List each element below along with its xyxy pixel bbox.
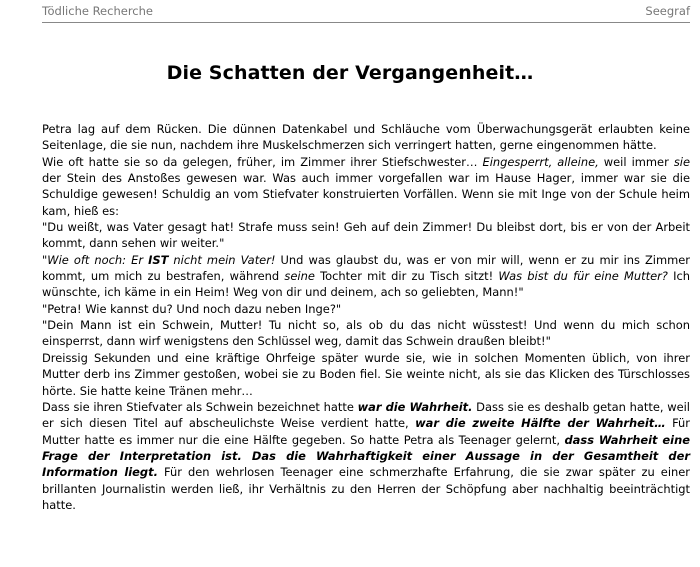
text-run: weil immer <box>598 154 674 169</box>
text-run: Wie oft hatte sie so da gelegen, früher, im Zimmer ihrer Stiefschwester… <box>42 154 483 169</box>
text-run: der Stein des Anstoßes gewesen war. Was auch immer vorgefallen war im Hause Hager, immer war sie die Schuldige gewesen! Schuldig an vom Stiefvater konstruierten Vorfällen. Wenn sie mit Inge von der Schule heim kam, hieß es: <box>42 171 690 218</box>
paragraph <box>42 252 690 301</box>
text-run: Dreissig Sekunden und eine kräftige Ohrfeige später wurde sie, wie in solchen Momenten üblich, von ihrer Mutter derb ins Zimmer gestoßen, wobei sie zu Boden fiel. Sie weinte nicht, als sie das Klicken des Türschlosses hörte. Sie hatte keine Tränen mehr… <box>42 350 690 398</box>
paragraph <box>42 301 690 317</box>
paragraph <box>42 399 690 513</box>
italic-text: Was bist du für eine Mutter? <box>498 269 668 284</box>
paragraph <box>42 317 690 350</box>
running-header <box>42 4 690 23</box>
paragraph <box>42 154 690 219</box>
text-run: "Dein Mann ist ein Schwein, Mutter! Tu nicht so, als ob du das nicht wüsstest! Und wenn du mich schon einsperrst, dann wirf wenigstens den Schlüssel weg, damit das Schwein draußen bleibt!" <box>42 318 690 349</box>
italic-text: sie <box>673 154 690 169</box>
text-run: Tochter mit dir zu Tisch sitzt! <box>314 269 499 284</box>
bold-italic-text: war die zweite Hälfte der Wahrheit… <box>415 416 666 431</box>
text-run: Dass sie es deshalb getan hatte, weil er sich diesen Titel auf abscheulichste Weise verdient hatte, <box>42 399 690 431</box>
text-run: Für den wehrlosen Teenager eine schmerzhafte Erfahrung, die sie zwar später zu einer brillanten Journalistin werden ließ, ihr Verhältnis zu den Herren der Schöpfung aber nachhaltig beeinträchtigt hatte. <box>42 465 691 512</box>
italic-text: "Wie oft noch: Er <box>42 252 149 267</box>
italic-text: nicht mein Vater! <box>168 252 276 267</box>
header-book-title: Tödliche Recherche <box>42 4 153 18</box>
chapter-title: Die Schatten der Vergangenheit… <box>166 62 534 84</box>
bold-italic-text: dass Wahrheit eine Frage der Interpretation ist. Das die Wahrhaftigkeit einer Aussage in der Gesamtheit der Information liegt. <box>42 432 690 480</box>
text-run: Und was glaubst du, was er von mir will, wenn er zu mir ins Zimmer kommt, um mich zu bestrafen, während <box>42 252 690 284</box>
header-author: Seegraf <box>645 4 690 18</box>
italic-text: Eingesperrt, alleine, <box>482 154 599 169</box>
text-run: Dass sie ihren Stiefvater als Schwein bezeichnet hatte <box>42 399 358 414</box>
text-run: Ich wünschte, ich käme in ein Heim! Weg von dir und deinem, ach so geliebten, Mann!" <box>42 269 690 300</box>
bold-italic-text: IST <box>148 252 169 267</box>
paragraph <box>42 350 690 399</box>
paragraph <box>42 219 690 252</box>
paragraph <box>42 121 690 154</box>
text-run: Petra lag auf dem Rücken. Die dünnen Datenkabel und Schläuche vom Überwachungsgerät erlaubten keine Seitenlage, die sie nun, nachdem ihre Muskelschmerzen sich verringert hatten, gerne eingenommen hätte. <box>42 122 690 153</box>
text-run: Für Mutter hatte es immer nur die eine Hälfte gegeben. So hatte Petra als Teenager gelernt, <box>42 416 691 447</box>
italic-text: seine <box>284 269 315 284</box>
text-run: "Du weißt, was Vater gesagt hat! Strafe muss sein! Geh auf dein Zimmer! Du bleibst dort, bis er von der Arbeit kommt, dann sehen wir weiter." <box>42 220 690 251</box>
text-run: "Petra! Wie kannst du? Und noch dazu neben Inge?" <box>42 301 342 316</box>
bold-italic-text: war die Wahrheit. <box>357 399 473 414</box>
chapter-body <box>42 121 690 513</box>
